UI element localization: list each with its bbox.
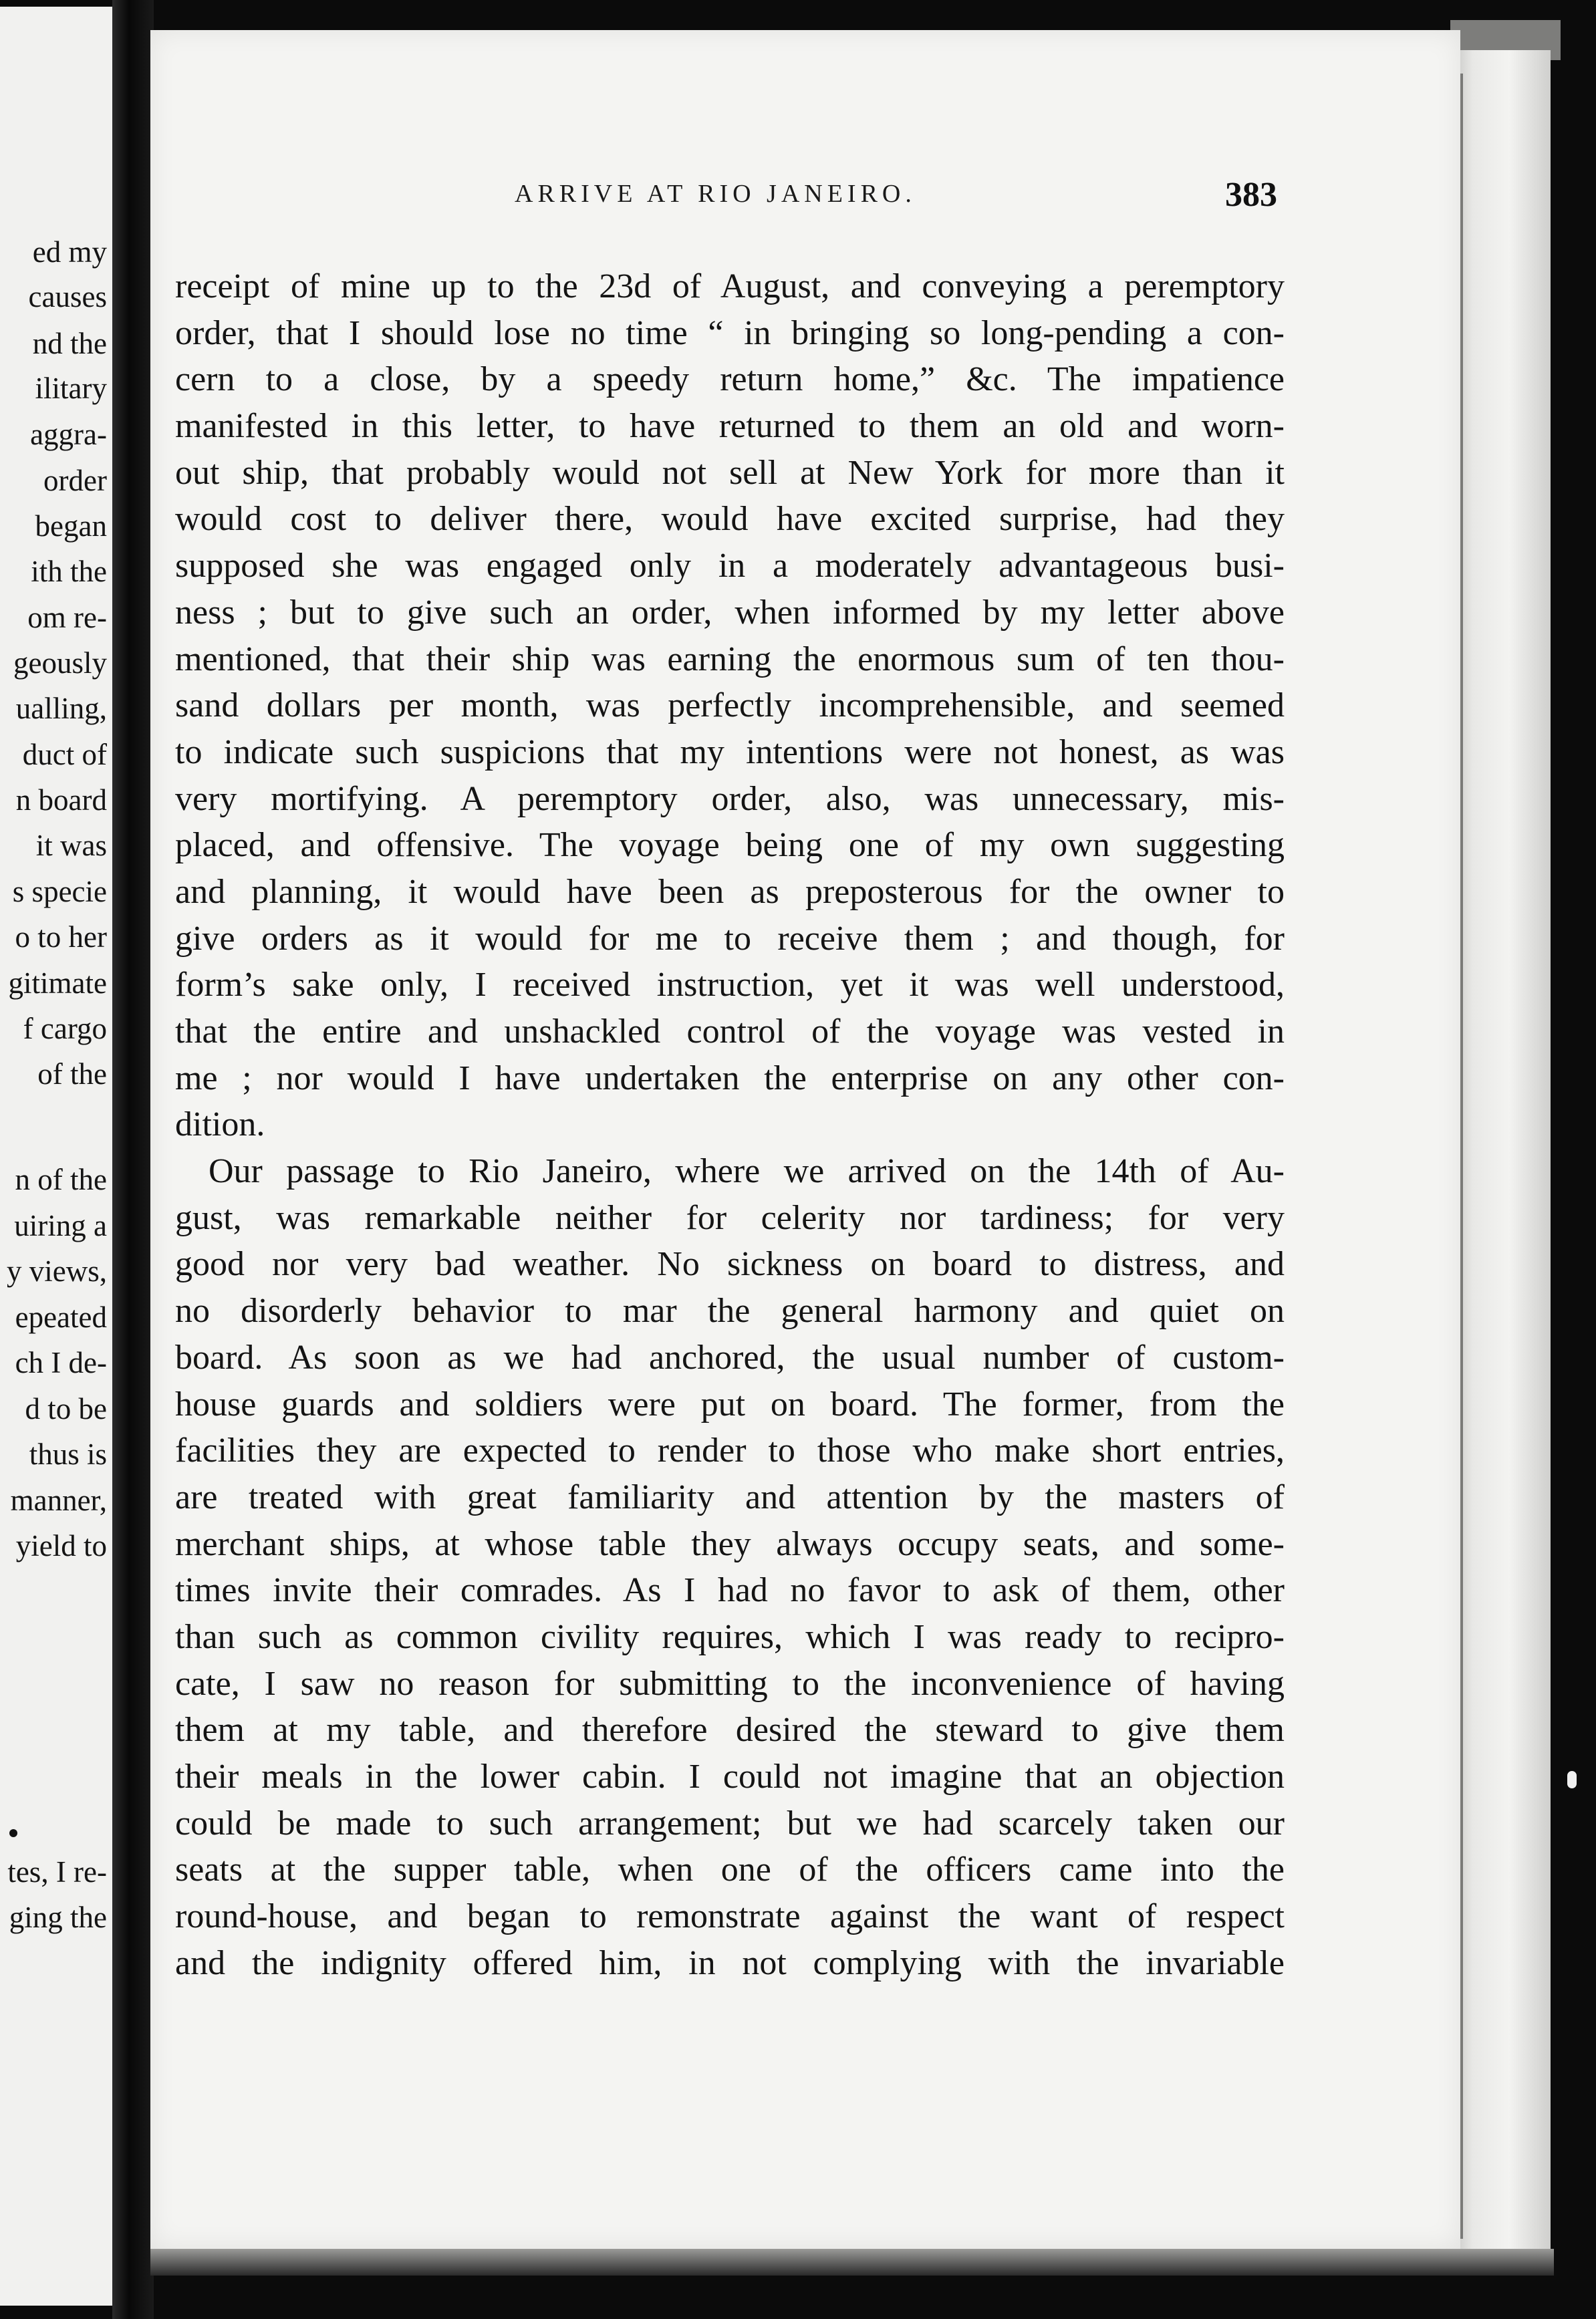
text-line: Our passage to Rio Janeiro, where we arrived on the 14th of Au- — [209, 1152, 1285, 1191]
text-line: merchant ships, at whose table they always occupy seats, and some- — [175, 1524, 1285, 1563]
text-line: to indicate such suspicions that my intentions were not honest, as was — [175, 732, 1285, 771]
text-line: that the entire and unshackled control of the voyage was vested in — [175, 1012, 1285, 1051]
left-page-fragment: uiring a — [14, 1209, 107, 1242]
text-line: house guards and soldiers were put on board. The former, from the — [175, 1385, 1285, 1423]
text-line: and planning, it would have been as preposterous for the owner to — [175, 872, 1285, 911]
text-line: out ship, that probably would not sell at New York for more than it — [175, 453, 1285, 492]
text-line: are treated with great familiarity and attention by the masters of — [175, 1478, 1285, 1516]
text-line: receipt of mine up to the 23d of August, and conveying a peremptory — [175, 267, 1285, 305]
left-page-fragment: gitimate — [8, 966, 107, 1000]
page-bottom-shadow — [150, 2249, 1554, 2276]
body-text — [175, 263, 1285, 1986]
text-line: manifested in this letter, to have returned to them an old and worn- — [175, 407, 1285, 446]
left-page-fragment: tes, I re- — [7, 1855, 107, 1889]
left-page-fragment: f cargo — [23, 1012, 107, 1045]
text-line: them at my table, and therefore desired the steward to give them — [175, 1711, 1285, 1750]
text-line: cate, I saw no reason for submitting to the inconvenience of having — [175, 1664, 1285, 1703]
text-line: form’s sake only, I received instruction, yet it was well understood, — [175, 966, 1285, 1004]
left-page-fragment: ch I de- — [15, 1346, 107, 1379]
left-page-fragment: of the — [37, 1057, 107, 1091]
edge-mark — [1567, 1771, 1577, 1788]
left-page-fragment: y views, — [7, 1254, 107, 1288]
text-line: board. As soon as we had anchored, the usual number of custom- — [175, 1338, 1285, 1377]
facing-page-left — [0, 7, 112, 2306]
left-page-fragment: duct of — [22, 738, 107, 771]
text-line: dition. — [175, 1105, 265, 1144]
left-page-fragment: ging the — [9, 1901, 107, 1934]
page-number: 383 — [1225, 176, 1277, 214]
left-page-fragment: d to be — [25, 1392, 107, 1425]
left-page-fragment: s specie — [12, 875, 107, 908]
text-line: would cost to deliver there, would have excited surprise, had they — [175, 500, 1285, 539]
left-page-fragment: ith the — [31, 555, 107, 588]
text-line: than such as common civility requires, which I was ready to recipro- — [175, 1617, 1285, 1656]
text-line: and the indignity offered him, in not complying with the invariable — [175, 1943, 1285, 1982]
text-line: their meals in the lower cabin. I could not imagine that an objection — [175, 1758, 1285, 1796]
left-page-fragment: aggra- — [30, 418, 107, 451]
left-page-fragment: n board — [15, 783, 107, 817]
text-line: could be made to such arrangement; but we had scarcely taken our — [175, 1804, 1285, 1843]
text-line: ness ; but to give such an order, when informed by my letter above — [175, 593, 1285, 632]
text-line: order, that I should lose no time “ in bringing so long-pending a con- — [175, 313, 1285, 352]
left-page-fragment: o to her — [15, 920, 107, 954]
left-page-fragment: thus is — [29, 1438, 107, 1471]
text-line: me ; nor would I have undertaken the enterprise on any other con- — [175, 1059, 1285, 1097]
left-page-fragment: manner, — [10, 1484, 107, 1517]
text-line: sand dollars per month, was perfectly incomprehensible, and seemed — [175, 686, 1285, 725]
left-page-fragment: ed my — [32, 235, 107, 269]
left-page-fragment: began — [35, 509, 107, 543]
text-line: cern to a close, by a speedy return home,” &c. The impatience — [175, 360, 1285, 399]
text-line: supposed she was engaged only in a moderately advantageous busi- — [175, 547, 1285, 585]
page-edge-line — [1460, 74, 1463, 2239]
text-line: give orders as it would for me to receive them ; and though, for — [175, 919, 1285, 958]
left-page-fragment: it was — [35, 829, 107, 862]
margin-dot — [9, 1829, 17, 1837]
text-line: facilities they are expected to render to those who make short entries, — [175, 1431, 1285, 1470]
left-page-fragment: causes — [28, 280, 107, 313]
text-line: seats at the supper table, when one of the officers came into the — [175, 1851, 1285, 1889]
left-page-fragment: geously — [13, 646, 107, 680]
text-line: mentioned, that their ship was earning the enormous sum of ten thou- — [175, 640, 1285, 678]
text-line: placed, and offensive. The voyage being one of my own suggesting — [175, 826, 1285, 865]
text-line: round-house, and began to remonstrate against the want of respect — [175, 1897, 1285, 1936]
text-line: very mortifying. A peremptory order, also, was unnecessary, mis- — [175, 779, 1285, 818]
running-head: ARRIVE AT RIO JANEIRO. — [515, 180, 916, 208]
left-page-fragment: n of the — [15, 1163, 107, 1196]
left-page-fragment: ilitary — [35, 372, 107, 405]
text-line: gust, was remarkable neither for celerity nor tardiness; for very — [175, 1198, 1285, 1237]
left-page-fragment: order — [43, 464, 107, 497]
left-page-fragment: epeated — [15, 1301, 107, 1334]
left-page-fragment: ualling, — [15, 692, 107, 725]
text-line: good nor very bad weather. No sickness on board to distress, and — [175, 1245, 1285, 1284]
left-page-fragment: om re- — [27, 601, 107, 634]
left-page-fragment: yield to — [15, 1529, 107, 1562]
text-line: no disorderly behavior to mar the general harmony and quiet on — [175, 1292, 1285, 1331]
left-page-fragment: nd the — [32, 327, 107, 360]
book-gutter — [112, 0, 154, 2319]
text-line: times invite their comrades. As I had no favor to ask of them, other — [175, 1571, 1285, 1610]
